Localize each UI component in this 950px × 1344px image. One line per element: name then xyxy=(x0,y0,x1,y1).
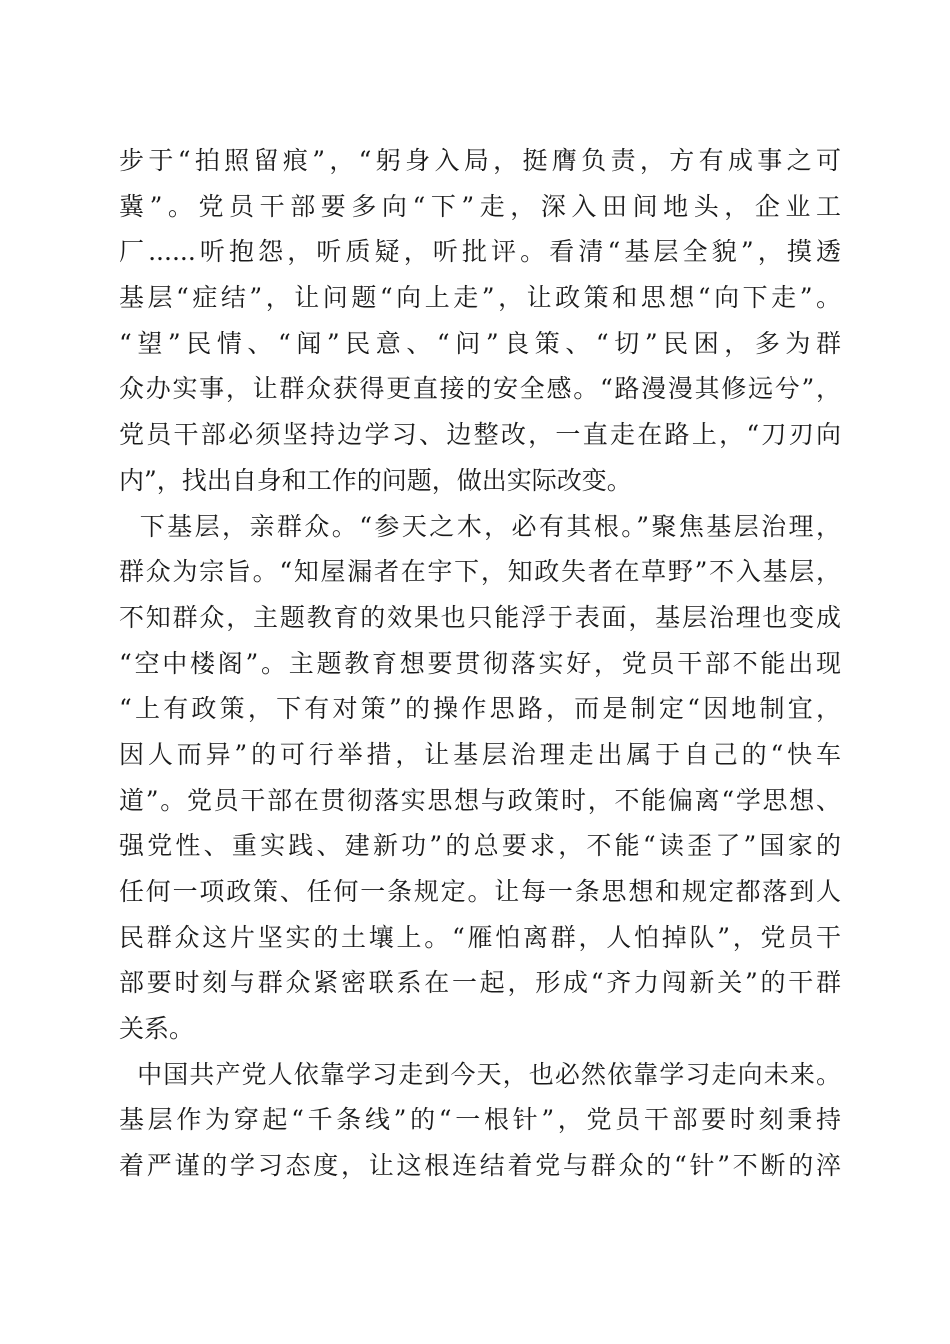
text-line: 基层作为穿起“千条线”的“一根针”，党员干部要时刻秉持 xyxy=(119,1105,841,1135)
text-line: “上有政策，下有对策”的操作思路，而是制定“因地制宜， xyxy=(119,694,841,724)
text-line: 任何一项政策、任何一条规定。让每一条思想和规定都落到人 xyxy=(119,877,841,906)
text-line: 内”，找出自身和工作的问题，做出实际改变。 xyxy=(119,465,632,495)
text-line: 基层“症结”，让问题“向上走”，让政策和思想“向下走”。 xyxy=(119,283,841,313)
text-line: 众办实事，让群众获得更直接的安全感。“路漫漫其修远兮”， xyxy=(119,374,841,404)
text-line: 民群众这片坚实的土壤上。“雁怕离群，人怕掉队”，党员干 xyxy=(119,922,841,952)
text-line: “空中楼阁”。主题教育想要贯彻落实好，党员干部不能出现 xyxy=(119,648,841,678)
text-line: 强党性、重实践、建新功”的总要求，不能“读歪了”国家的 xyxy=(119,831,841,861)
text-line: 下基层，亲群众。“参天之木，必有其根。”聚焦基层治理， xyxy=(119,511,841,541)
text-line: 因人而异”的可行举措，让基层治理走出属于自己的“快车 xyxy=(119,739,841,769)
text-line: 中国共产党人依靠学习走到今天，也必然依靠学习走向未来。 xyxy=(119,1059,841,1089)
text-line: 厂......听抱怨，听质疑，听批评。看清“基层全貌”，摸透 xyxy=(119,237,841,267)
text-line: 党员干部必须坚持边学习、边整改，一直走在路上，“刀刃向 xyxy=(119,420,841,450)
text-line: 部要时刻与群众紧密联系在一起，形成“齐力闯新关”的干群 xyxy=(119,968,841,998)
text-line: 步于“拍照留痕”，“躬身入局，挺膺负责，方有成事之可 xyxy=(119,146,841,175)
body-text xyxy=(119,138,841,1189)
text-line: 着严谨的学习态度，让这根连结着党与群众的“针”不断的淬 xyxy=(119,1151,841,1181)
text-line: 道”。党员干部在贯彻落实思想与政策时，不能偏离“学思想、 xyxy=(119,785,841,815)
text-line: “望”民情、“闻”民意、“问”良策、“切”民困，多为群 xyxy=(119,328,841,358)
text-line: 关系。 xyxy=(119,1014,195,1044)
text-line: 冀”。党员干部要多向“下”走，深入田间地头，企业工 xyxy=(119,191,841,221)
text-line: 群众为宗旨。“知屋漏者在宇下，知政失者在草野”不入基层， xyxy=(119,557,841,587)
text-line: 不知群众，主题教育的效果也只能浮于表面，基层治理也变成 xyxy=(119,602,841,632)
